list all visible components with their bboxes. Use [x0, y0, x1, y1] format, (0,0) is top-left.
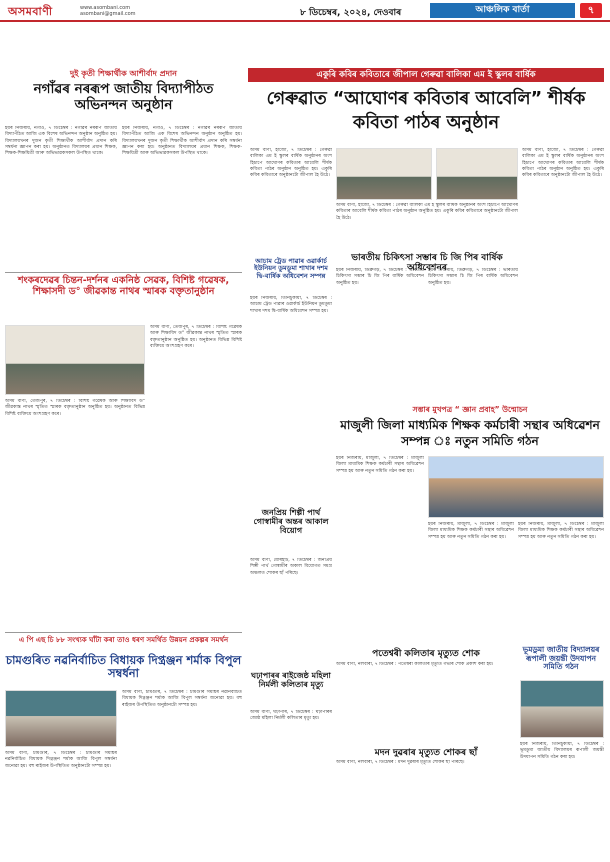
right-body-3 — [336, 662, 516, 742]
main-headline: গেৰুৱাত “আঘোণৰ কবিতাৰ আবেলি” শীৰ্ষক কবিতা পাঠৰ অনুষ্ঠান — [266, 89, 586, 133]
news-photo — [336, 148, 432, 200]
divider — [5, 272, 242, 273]
right-headline-3: পতেশ্বৰী কলিতাৰ মৃত্যুত শোক — [372, 649, 480, 659]
middle-headline-3: ঘঢ়াপাৰৰ ৰাইজেষ্ঠ মহিলা নিৰ্মলী কলিতাৰ মৃত্যু — [251, 671, 331, 690]
left-body-3b — [122, 690, 242, 856]
right-headline-2: মাজুলী জিলা মাধ্যমিক শিক্ষক কৰ্মচাৰী সন্থাৰ অধিৱেশন সম্পন্ন ঃ নতুন সমিতি গঠন — [340, 418, 600, 448]
right-body-4-text: অসম বাণী, নলবাৰী, ৭ ডিচেম্বৰ : মদন দুৱৰাৰ মৃত্যুত শোকৰ ছাঁ পৰিছে। — [336, 760, 465, 765]
left-headline-1: নগাঁৱৰ নৰৰূপ জাতীয় বিদ্যাপীঠত অভিনন্দন অনুষ্ঠান — [33, 81, 214, 113]
right-body-2 — [336, 456, 424, 646]
middle-body-3-text: অসম বাণী, ঘঢ়াপাৰ, ৭ ডিচেম্বৰ : ঘঢ়াপাৰৰ জ্যেষ্ঠ মহিলা নিৰ্মলী কলিতাৰ মৃত্যু হয়। — [250, 710, 332, 722]
left-body-3 — [5, 751, 117, 856]
page-number: ৭ — [580, 3, 602, 18]
main-body-col1 — [250, 148, 332, 256]
middle-body-3 — [250, 710, 332, 856]
left-body-1 — [5, 126, 117, 336]
left-body-2 — [150, 325, 242, 453]
right-body-2-text: ইয়ৰ নিজৰীয়, মাজুলী, ৭ ডিচেম্বৰ : মাজুলী জিলা মাধ্যমিক শিক্ষক কৰ্মচাৰী সন্থাৰ অধিৱেশন সম্পন্ন হয় আৰু নতুন সমিতি গঠন কৰা হয়। — [336, 456, 424, 474]
masthead — [0, 0, 610, 22]
main-body-col1-text: অসম বাণী, হাজো, ৭ ডিচেম্বৰ : গেৰুৱা বালিকা এম ই স্কুলৰ বাৰ্ষিক অনুষ্ঠানৰ অংশ হিচাপে আঘোণৰ কবিতাৰ আবেলি শীৰ্ষক কবিতা পাঠৰ অনুষ্ঠান অনুষ্ঠিত হয়। একুৰি কবিৰ কবিতাৰে অনুষ্ঠানটো জীপাল হৈ উঠে। — [250, 148, 332, 179]
right-body-2b — [428, 522, 514, 642]
left-kicker-1: দুই কৃতী শিক্ষাৰ্থীক আশীৰ্বাদ প্ৰদান — [5, 68, 242, 80]
news-photo — [428, 456, 604, 518]
issue-date: ৮ ডিচেম্বৰ, ২০২৪, দেওবাৰ — [300, 8, 402, 18]
right-body-2c — [518, 522, 604, 642]
right-body-2c-text: ইয়ৰ নিজৰীয়, মাজুলী, ৭ ডিচেম্বৰ : মাজুলী জিলা মাধ্যমিক শিক্ষক কৰ্মচাৰী সন্থাৰ অধিৱেশন সম্পন্ন হয় আৰু নতুন সমিতি গঠন কৰা হয়। — [518, 522, 604, 540]
left-body-2b-text: অসম বাণী, তেজপুৰ, ৭ ডিচেম্বৰ : বিশিষ্ট গৱেষক আৰু শিক্ষাবিদ ড° জীৱকান্ত নাথৰ স্মৃতিত স্মাৰক বক্তৃতানুষ্ঠান অনুষ্ঠিত হয়। অনুষ্ঠানত বিভিন্ন বিশিষ্ট ব্যক্তিয়ে অংশগ্ৰহণ কৰে। — [5, 399, 145, 417]
middle-body-2 — [250, 558, 332, 668]
left-headline-3: চামগুৰিত নৱনিৰ্বাচিত বিধায়ক দিপ্ত্ৰঞ্জন শৰ্মাক বিপুল সম্বৰ্ধনা — [5, 653, 242, 681]
main-body-col3 — [522, 148, 604, 410]
right-body-1b — [428, 268, 518, 368]
left-body-1b-text: ইয়ৰ নিজৰীয়, নগাঁও, ৭ ডিচেম্বৰ : নগাঁৱৰ নৰৰূপ জাতীয় বিদ্যাপীঠত আজি এক বিশেষ অভিনন্দন অনুষ্ঠান অনুষ্ঠিত হয়। বিদ্যালয়খনৰ দুজন কৃতী শিক্ষাৰ্থীক আশীৰ্বাদ প্ৰদান কৰি সম্বৰ্ধনা জ্ঞাপন কৰা হয়। অনুষ্ঠানত বিদ্যালয়ৰ প্ৰধান শিক্ষক, শিক্ষক-শিক্ষয়িত্ৰী আৰু অভিভাৱকসকল উপস্থিত থাকে। — [122, 126, 242, 157]
news-photo — [436, 148, 518, 200]
right-body-1 — [336, 268, 424, 368]
left-headline-2: শংকৰদেৱৰ চিন্তন-দৰ্শনৰ একনিষ্ঠ সেৱক, বিশিষ্ট গৱেষক, শিক্ষাসদী ড° জীৱকান্ত নাথৰ স্মাৰক বক্তৃতানুষ্ঠান — [17, 275, 230, 297]
right-body-3-text: অসম বাণী, নলবাৰী, ৭ ডিচেম্বৰ : পতেশ্বৰী কলিতাৰ মৃত্যুত গভীৰ শোক প্ৰকাশ কৰা হয়। — [336, 662, 494, 667]
section-label: আঞ্চলিক বাৰ্তা — [430, 3, 575, 18]
news-photo — [5, 325, 145, 395]
right-headline-1: ভাৰতীয় চিকিৎসা সম্ভাৰ চি জি পিৰ বাৰ্ষিক অধিবেশনৰ — [351, 253, 503, 274]
right-body-5-text: ইয়ৰ নিজৰীয়, তিনিচুকীয়া, ৭ ডিচেম্বৰ : ভূমডুমা জাতীয় বিদ্যালয়ৰ ৰূপালী জয়ন্তী উদযাপন সমিতি গঠন কৰা হয়। — [520, 742, 604, 760]
main-body-col2 — [336, 203, 518, 249]
left-body-3-text: অসম বাণী, চামগুৰি, ৭ ডিচেম্বৰ : চামগুৰি সমষ্টিৰ নৱনিৰ্বাচিত বিধায়ক দিপ্ত্ৰঞ্জন শৰ্মাক আজি বিপুল সম্বৰ্ধনা জনোৱা হয়। বহু ৰাইজৰ উপস্থিতিত অনুষ্ঠানটো সম্পন্ন হয়। — [5, 751, 117, 769]
left-body-1-text: ইয়ৰ নিজৰীয়, নগাঁও, ৭ ডিচেম্বৰ : নগাঁৱৰ নৰৰূপ জাতীয় বিদ্যাপীঠত আজি এক বিশেষ অভিনন্দন অনুষ্ঠান অনুষ্ঠিত হয়। বিদ্যালয়খনৰ দুজন কৃতী শিক্ষাৰ্থীক আশীৰ্বাদ প্ৰদান কৰি সম্বৰ্ধনা জ্ঞাপন কৰা হয়। অনুষ্ঠানত বিদ্যালয়ৰ প্ৰধান শিক্ষক, শিক্ষক-শিক্ষয়িত্ৰী আৰু অভিভাৱকসকল উপস্থিত থাকে। — [5, 126, 117, 157]
left-body-1b — [122, 126, 242, 276]
top-banner: একুৰি কবিৰ কবিতাৰে জীপাল গেৰুৱা বালিকা এম ই স্কুলৰ বাৰ্ষিক — [248, 68, 604, 82]
main-body-col2-text: অসম বাণী, হাজো, ৭ ডিচেম্বৰ : গেৰুৱা বালিকা এম ই স্কুলৰ বাৰ্ষিক অনুষ্ঠানৰ অংশ হিচাপে আঘোণৰ কবিতাৰ আবেলি শীৰ্ষক কবিতা পাঠৰ অনুষ্ঠান অনুষ্ঠিত হয়। একুৰি কবিৰ কবিতাৰে অনুষ্ঠানটো জীপাল হৈ উঠে। — [336, 203, 518, 221]
right-body-4 — [336, 760, 516, 856]
left-body-2-text: অসম বাণী, তেজপুৰ, ৭ ডিচেম্বৰ : বিশিষ্ট গৱেষক আৰু শিক্ষাবিদ ড° জীৱকান্ত নাথৰ স্মৃতিত স্মাৰক বক্তৃতানুষ্ঠান অনুষ্ঠিত হয়। অনুষ্ঠানত বিভিন্ন বিশিষ্ট ব্যক্তিয়ে অংশগ্ৰহণ কৰে। — [150, 325, 242, 349]
left-kicker-3: এ পি এছ চি ৮৮ সংখ্যক ঘাঁটা কৰা তাও ধৰণ সমৰ্থিত উন্নয়ন প্ৰকল্পৰ সমৰ্থন — [18, 636, 229, 644]
website-link[interactable]: www.asombani.com — [80, 5, 131, 11]
main-body-col3-text: অসম বাণী, হাজো, ৭ ডিচেম্বৰ : গেৰুৱা বালিকা এম ই স্কুলৰ বাৰ্ষিক অনুষ্ঠানৰ অংশ হিচাপে আঘোণৰ কবিতাৰ আবেলি শীৰ্ষক কবিতা পাঠৰ অনুষ্ঠান অনুষ্ঠিত হয়। একুৰি কবিৰ কবিতাৰে অনুষ্ঠানটো জীপাল হৈ উঠে। — [522, 148, 604, 179]
email-link[interactable]: asombani@gmail.com — [80, 11, 136, 17]
right-kicker-2: সম্ভাৰ মুখপত্ৰ “ জ্ঞান প্ৰবাহ” উন্মোচন — [412, 405, 528, 414]
middle-headline-1: আচাম ট্ৰেড পাৱাৰ ওৱাৰ্কাৰ্চ ইউনিয়ন ডুমডুমা শাখাৰ দশম দ্বি-বাৰ্ষিক অধিবেশন সম্পন্ন — [254, 257, 328, 280]
middle-body-1 — [250, 296, 332, 502]
news-photo — [520, 680, 604, 738]
left-body-2b — [5, 399, 145, 629]
right-body-1b-text: ইয়ৰ নিজৰীয়, ডিব্ৰুগড়, ৭ ডিচেম্বৰ : ভাৰতীয় চিকিৎসা সম্ভাৰ চি জি পিৰ বাৰ্ষিক অধিবেশন অনুষ্ঠিত হয়। — [428, 268, 518, 286]
right-body-1-text: ইয়ৰ নিজৰীয়, ডিব্ৰুগড়, ৭ ডিচেম্বৰ : ভাৰতীয় চিকিৎসা সম্ভাৰ চি জি পিৰ বাৰ্ষিক অধিবেশন অনুষ্ঠিত হয়। — [336, 268, 424, 286]
site-info — [80, 5, 136, 17]
middle-body-2-text: অসম বাণী, যোৰহাট, ৭ ডিচেম্বৰ : জনপ্ৰিয় শিল্পী পাৰ্থ গোস্বামীৰ অকাল বিয়োগত সমগ্ৰ অঞ্চলত শোকৰ ছাঁ পৰিছে। — [250, 558, 332, 576]
right-headline-5: ভূমডুমা জাতীয় বিদ্যালয়ৰ ৰূপালী জয়ন্তী উদযাপন সমিতি গঠন — [522, 645, 600, 672]
newspaper-logo[interactable]: অসমবাণী — [8, 5, 53, 18]
right-headline-4: মদন দুৱৰাৰ মৃত্যুত শোকৰ ছাঁ — [374, 748, 478, 758]
right-body-5 — [520, 742, 604, 856]
news-photo — [5, 690, 117, 747]
right-body-2b-text: ইয়ৰ নিজৰীয়, মাজুলী, ৭ ডিচেম্বৰ : মাজুলী জিলা মাধ্যমিক শিক্ষক কৰ্মচাৰী সন্থাৰ অধিৱেশন সম্পন্ন হয় আৰু নতুন সমিতি গঠন কৰা হয়। — [428, 522, 514, 540]
left-body-3b-text: অসম বাণী, চামগুৰি, ৭ ডিচেম্বৰ : চামগুৰি সমষ্টিৰ নৱনিৰ্বাচিত বিধায়ক দিপ্ত্ৰঞ্জন শৰ্মাক আজি বিপুল সম্বৰ্ধনা জনোৱা হয়। বহু ৰাইজৰ উপস্থিতিত অনুষ্ঠানটো সম্পন্ন হয়। — [122, 690, 242, 708]
middle-body-1-text: ইয়ৰ নিজৰীয়, তিনিচুকীয়া, ৭ ডিচেম্বৰ : আচাম ট্ৰেড পাৱাৰ ওৱাৰ্কাৰ্চ ইউনিয়ন ডুমডুমা শাখাৰ দশম দ্বি-বাৰ্ষিক অধিবেশন সম্পন্ন হয়। — [250, 296, 332, 314]
middle-headline-2: জনপ্ৰিয় শিল্পী পাৰ্থ গোস্বামীৰ অন্তৰ আকাল বিয়োগ — [253, 508, 329, 536]
divider — [5, 632, 242, 633]
